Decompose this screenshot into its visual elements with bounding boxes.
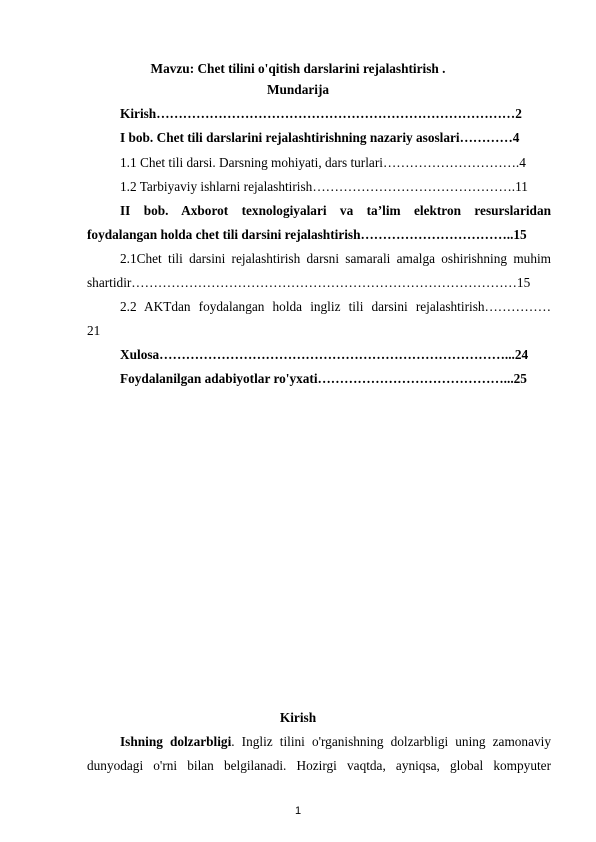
toc-entry-section-1-2: 1.2 Tarbiyaviy ishlarni rejalashtirish……………………………………….11 — [120, 179, 528, 194]
document-title: Mavzu: Chet tilini o'qitish darslarini rejalashtirish . — [150, 61, 446, 76]
toc-heading: Mundarija — [266, 82, 330, 97]
intro-paragraph-line-1 — [120, 734, 551, 751]
toc-entry-conclusion: Xulosa……………………………………………………………………...24 — [120, 347, 529, 362]
toc-entry-chapter-2-line-2: foydalangan holda chet tili darsini rejalashtirish……………………………..15 — [87, 227, 527, 242]
toc-entry-section-1-1: 1.1 Chet tili darsi. Darsning mohiyati, dars turlari………………………….4 — [120, 155, 526, 170]
toc-entry-section-2-1-line-2: shartidir……………………………………………………………………………15 — [87, 275, 531, 290]
toc-entry-references: Foydalanilgan adabiyotlar ro'yxati……………………………………...25 — [120, 371, 527, 386]
toc-entry-section-2-2-line-1: 2.2 AKTdan foydalangan holda ingliz tili darsini rejalashtirish…………… — [120, 299, 551, 314]
toc-entry-chapter-2-line-1: II bob. Axborot texnologiyalari va ta’lim elektron resurslaridan — [120, 203, 551, 218]
toc-entry-intro: Kirish………………………………………………………………………2 — [120, 106, 522, 121]
intro-lead-phrase: Ishning dolzarbligi — [120, 734, 232, 749]
intro-line-1-rest: . Ingliz tilini o'rganishning dolzarbligi uning zamonaviy — [231, 734, 551, 749]
intro-heading: Kirish — [279, 710, 317, 725]
intro-paragraph-line-2: dunyodagi o'rni bilan belgilanadi. Hozirgi vaqtda, ayniqsa, global kompyuter — [87, 758, 551, 773]
page-number: 1 — [294, 805, 302, 817]
toc-entry-section-2-2-line-2: 21 — [87, 323, 101, 338]
toc-entry-chapter-1: I bob. Chet tili darslarini rejalashtirishning nazariy asoslari…………4 — [120, 130, 520, 145]
toc-entry-section-2-1-line-1: 2.1Chet tili darsini rejalashtirish darsni samarali amalga oshirishning muhim — [120, 251, 551, 266]
